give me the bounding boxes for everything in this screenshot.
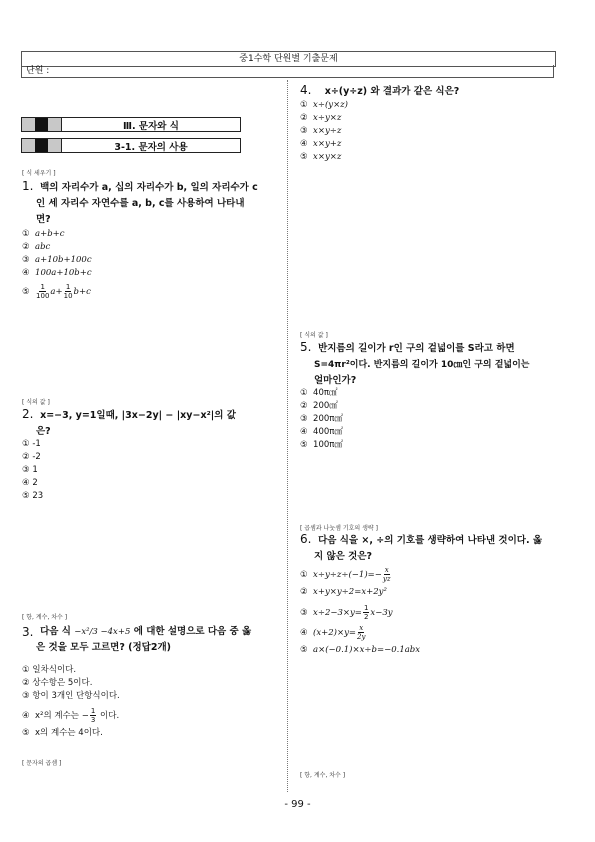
options-q3 xyxy=(22,664,120,740)
question-text: S=4πr²이다. 반지름의 길이가 10㎝인 구의 겉넓이는 xyxy=(314,360,530,370)
option[interactable]: ① 일차식이다. xyxy=(22,665,77,675)
section-title: 3-1. 문자의 사용 xyxy=(114,141,188,153)
option[interactable]: ① a+b+c xyxy=(22,229,65,239)
page-number: - 99 - xyxy=(284,799,311,810)
option[interactable]: ③ x×y÷z xyxy=(300,126,342,136)
question-3: 3. 다음 식 −x²/3 −4x+5 에 대한 설명으로 다음 중 옳 은 것을 모두 고르면? (정답2개) xyxy=(22,624,286,656)
option[interactable]: ⑤ $\frac{1}{100}$ a+ $\frac{1}{10}$ b+c xyxy=(22,283,91,300)
option[interactable]: ② abc xyxy=(22,242,51,252)
option[interactable]: ③ 항이 3개인 단항식이다. xyxy=(22,691,120,701)
option[interactable]: ③ 1 xyxy=(22,465,38,475)
bar-square-dark xyxy=(35,118,48,131)
option[interactable]: ① -1 xyxy=(22,439,41,449)
option[interactable]: ④ x²의 계수는 − $\frac{1}{3}$ 이다. xyxy=(22,707,120,724)
option[interactable]: ① x÷(y×z) xyxy=(300,100,348,110)
option[interactable]: ③ a+10b+100c xyxy=(22,255,92,265)
option[interactable]: ① x÷y÷z÷(−1)=− $\frac{x}{yz}$ xyxy=(300,566,391,583)
option[interactable]: ⑤ a×(−0.1)×x÷b=−0.1abx xyxy=(300,645,421,655)
question-number: 1. xyxy=(22,179,34,193)
question-2: 2. x=−3, y=1일때, |3x−2y| − |xy−x²|의 값 은? xyxy=(22,406,282,440)
question-tag: [ 항, 계수, 차수 ] xyxy=(22,614,68,621)
options-q6 xyxy=(300,566,420,657)
option[interactable]: ③ x÷2−3×y= $\frac{1}{2}$ x−3y xyxy=(300,604,393,621)
question-text: 면? xyxy=(36,214,51,225)
question-text: 은? xyxy=(36,426,51,437)
options-q4 xyxy=(300,99,348,164)
bar-square-light xyxy=(48,139,62,152)
bar-square-dark xyxy=(35,139,48,152)
options-q5 xyxy=(300,387,343,452)
question-text: x=−3, y=1일때, |3x−2y| − |xy−x²|의 값 xyxy=(40,410,236,421)
question-text: 얼마인가? xyxy=(314,375,357,386)
question-tag: [ 식의 값 ] xyxy=(22,399,50,406)
option[interactable]: ③ 200π㎠ xyxy=(300,414,343,424)
option[interactable]: ⑤ 23 xyxy=(22,491,44,501)
question-tag: [ 문자의 곱셈 ] xyxy=(22,760,62,767)
option[interactable]: ④ 400π㎠ xyxy=(300,427,343,437)
question-6: 6. 다음 식을 ×, ÷의 기호를 생략하여 나타낸 것이다. 옳 지 않은 것은? xyxy=(300,531,562,565)
question-1 xyxy=(22,178,282,228)
bar-square-light xyxy=(22,118,35,131)
options-q2 xyxy=(22,438,43,503)
option[interactable]: ⑤ x의 계수는 4이다. xyxy=(22,728,103,738)
column-divider xyxy=(287,80,288,792)
section-bar xyxy=(21,138,241,153)
option[interactable]: ② x+y×y÷2=x+2y² xyxy=(300,587,387,597)
option[interactable]: ④ x×y+z xyxy=(300,139,342,149)
bar-square-light xyxy=(22,139,35,152)
chapter-bar xyxy=(21,117,241,132)
question-tag: [ 식 세우기 ] xyxy=(22,170,56,177)
option[interactable]: ④ 2 xyxy=(22,478,38,488)
question-5: 5. 반지름의 길이가 r인 구의 겉넓이를 S라고 하면 S=4πr²이다. 반지름의 길이가 10㎝인 구의 겉넓이는 얼마인가? xyxy=(300,339,562,389)
option[interactable]: ② 상수항은 5이다. xyxy=(22,678,93,688)
question-text: 지 않은 것은? xyxy=(314,551,373,562)
question-4: 4. x÷(y÷z) 와 결과가 같은 식은? xyxy=(300,83,460,97)
question-text: 다음 식을 ×, ÷의 기호를 생략하여 나타낸 것이다. 옳 xyxy=(318,535,543,546)
option[interactable]: ⑤ x×y×z xyxy=(300,152,342,162)
document-title: 중1수학 단원별 기출문제 xyxy=(21,51,556,67)
bar-square-light xyxy=(48,118,62,131)
question-tag: [ 곱셈과 나눗셈 기호의 생략 ] xyxy=(300,525,378,532)
question-text: x÷(y÷z) 와 결과가 같은 식은? xyxy=(324,86,460,97)
option[interactable]: ② x÷y×z xyxy=(300,113,342,123)
options-q1 xyxy=(22,228,92,300)
option[interactable]: ② -2 xyxy=(22,452,41,462)
unit-label: 단원 : xyxy=(21,65,554,78)
option[interactable]: ④ 100a+10b+c xyxy=(22,268,92,278)
chapter-title: Ⅲ. 문자와 식 xyxy=(123,120,179,132)
option[interactable]: ② 200㎠ xyxy=(300,401,338,411)
question-text: 반지름의 길이가 r인 구의 겉넓이를 S라고 하면 xyxy=(318,343,515,354)
question-text: 백의 자리수가 a, 십의 자리수가 b, 일의 자리수가 c xyxy=(40,182,258,193)
option[interactable]: ① 40π㎠ xyxy=(300,388,338,398)
question-tag: [ 항, 계수, 차수 ] xyxy=(300,772,346,779)
option[interactable]: ④ (x+2)×y= $\frac{x}{2y}$ xyxy=(300,624,366,641)
question-text: 은 것을 모두 고르면? (정답2개) xyxy=(36,642,171,653)
question-text: 인 세 자리수 자연수를 a, b, c를 사용하여 나타내 xyxy=(36,198,245,209)
question-tag: [ 식의 값 ] xyxy=(300,332,328,339)
option[interactable]: ⑤ 100π㎠ xyxy=(300,440,343,450)
question-expression: −x²/3 −4x+5 xyxy=(74,627,131,637)
